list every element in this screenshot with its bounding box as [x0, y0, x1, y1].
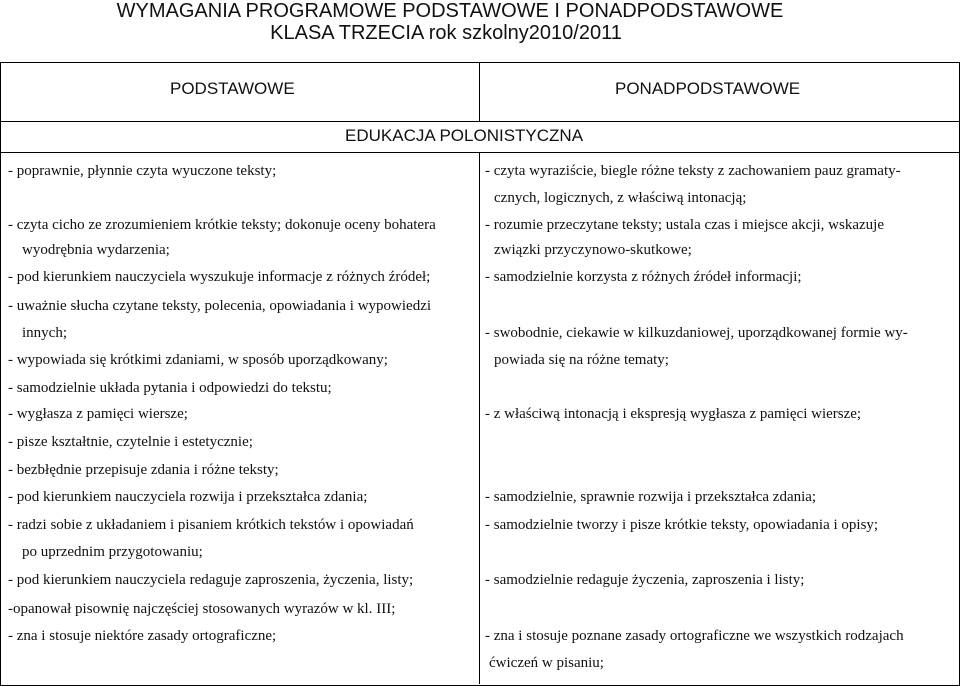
- right-line: - samodzielnie korzysta z różnych źródeł informacji;: [485, 269, 802, 285]
- right-line: - z właściwą intonacją i ekspresją wygłasza z pamięci wiersze;: [485, 406, 862, 422]
- left-line: innych;: [22, 325, 67, 341]
- right-line: związki przyczynowo-skutkowe;: [494, 242, 692, 258]
- left-line: wyodrębnia wydarzenia;: [22, 242, 170, 258]
- right-line: - zna i stosuje poznane zasady ortograficzne we wszystkich rodzajach: [485, 628, 904, 644]
- left-line: - czyta cicho ze zrozumieniem krótkie teksty; dokonuje oceny bohatera: [8, 217, 436, 233]
- right-line: - rozumie przeczytane teksty; ustala czas i miejsce akcji, wskazuje: [485, 217, 884, 233]
- left-line: - samodzielnie układa pytania i odpowiedzi do tekstu;: [8, 380, 332, 396]
- left-line: - wygłasza z pamięci wiersze;: [8, 406, 188, 422]
- section-row-border: [0, 152, 960, 153]
- left-line: - pod kierunkiem nauczyciela rozwija i przekształca zdania;: [8, 489, 368, 505]
- section-title: EDUKACJA POLONISTYCZNA: [345, 126, 584, 145]
- requirements-table: [0, 62, 960, 686]
- document-subtitle: KLASA TRZECIA rok szkolny2010/2011: [270, 22, 622, 44]
- right-line: powiada się na różne tematy;: [494, 352, 669, 368]
- column-header-basic: PODSTAWOWE: [170, 79, 295, 98]
- left-line: -opanował pisownię najczęściej stosowanych wyrazów w kl. III;: [8, 601, 396, 617]
- left-line: - pisze kształtnie, czytelnie i estetycznie;: [8, 434, 253, 450]
- left-line: po uprzednim przygotowaniu;: [22, 544, 203, 560]
- column-header-advanced: PONADPODSTAWOWE: [615, 79, 801, 98]
- left-line: - wypowiada się krótkimi zdaniami, w sposób uporządkowany;: [8, 352, 388, 368]
- left-line: - pod kierunkiem nauczyciela wyszukuje informacje z różnych źródeł;: [8, 269, 431, 285]
- left-line: - zna i stosuje niektóre zasady ortograficzne;: [8, 628, 277, 644]
- right-line: cznych, logicznych, z właściwą intonacją;: [494, 190, 747, 206]
- left-line: - poprawnie, płynnie czyta wyuczone teksty;: [8, 163, 277, 179]
- right-line: - swobodnie, ciekawie w kilkuzdaniowej, uporządkowanej formie wy-: [485, 325, 908, 341]
- left-line: - bezbłędnie przepisuje zdania i różne teksty;: [8, 462, 279, 478]
- right-line: - samodzielnie redaguje życzenia, zaproszenia i listy;: [485, 572, 805, 588]
- body-divider: [479, 152, 480, 684]
- right-line: ćwiczeń w pisaniu;: [489, 655, 604, 671]
- right-line: - samodzielnie, sprawnie rozwija i przekształca zdania;: [485, 489, 817, 505]
- right-line: - czyta wyraziście, biegle różne teksty z zachowaniem pauz gramaty-: [485, 163, 901, 179]
- header-row-border: [0, 121, 960, 122]
- left-line: - uważnie słucha czytane teksty, polecenia, opowiadania i wypowiedzi: [8, 298, 432, 314]
- right-line: - samodzielnie tworzy i pisze krótkie teksty, opowiadania i opisy;: [485, 517, 879, 533]
- document-title: WYMAGANIA PROGRAMOWE PODSTAWOWE I PONADPODSTAWOWE: [116, 0, 784, 22]
- left-line: - radzi sobie z układaniem i pisaniem krótkich tekstów i opowiadań: [8, 517, 414, 533]
- header-divider: [479, 62, 480, 121]
- left-line: - pod kierunkiem nauczyciela redaguje zaproszenia, życzenia, listy;: [8, 572, 414, 588]
